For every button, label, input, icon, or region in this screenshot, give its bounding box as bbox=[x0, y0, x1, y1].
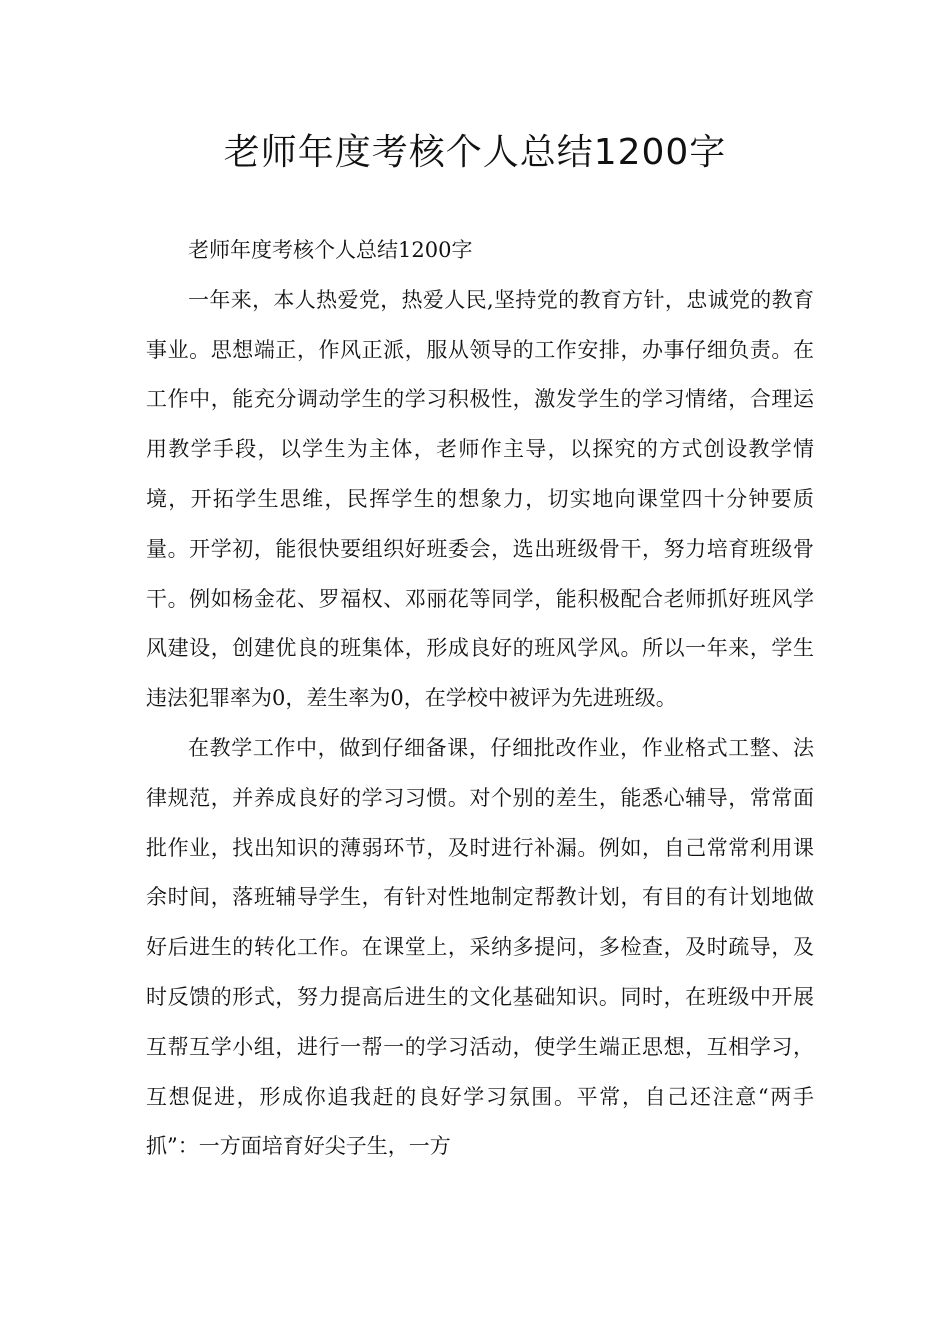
paragraph-subtitle: 老师年度考核个人总结1200字 bbox=[188, 238, 473, 262]
document-body bbox=[146, 226, 814, 1172]
document-title: 老师年度考核个人总结1200字 bbox=[223, 132, 727, 173]
paragraph: 一年来，本人热爱党，热爱人民,坚持党的教育方针，忠诚党的教育事业。思想端正，作风正派，服从领导的工作安排，办事仔细负责。在工作中，能充分调动学生的学习积极性，激发学生的学习情绪，合理运用教学手段，以学生为主体，老师作主导，以探究的方式创设教学情境，开拓学生思维，民挥学生的想象力，切实地向课堂四十分钟要质量。开学初，能很快要组织好班委会，选出班级骨干，努力培育班级骨干。例如杨金花、罗福权、邓丽花等同学，能积极配合老师抓好班风学风建设，创建优良的班集体，形成良好的班风学风。所以一年来，学生违法犯罪率为0，差生率为0，在学校中被评为先进班级。 bbox=[146, 287, 814, 711]
paragraph: 在教学工作中，做到仔细备课，仔细批改作业，作业格式工整、法律规范，并养成良好的学习习惯。对个别的差生，能悉心辅导，常常面批作业，找出知识的薄弱环节，及时进行补漏。例如，自己常常利用课余时间，落班辅导学生，有针对性地制定帮教计划，有目的有计划地做好后进生的转化工作。在课堂上，采纳多提问，多检查，及时疏导，及时反馈的形式，努力提高后进生的文化基础知识。同时，在班级中开展互帮互学小组，进行一帮一的学习活动，使学生端正思想，互相学习，互想促进，形成你追我赶的良好学习氛围。平常，自己还注意“两手抓”：一方面培育好尖子生，一方 bbox=[146, 735, 814, 1159]
